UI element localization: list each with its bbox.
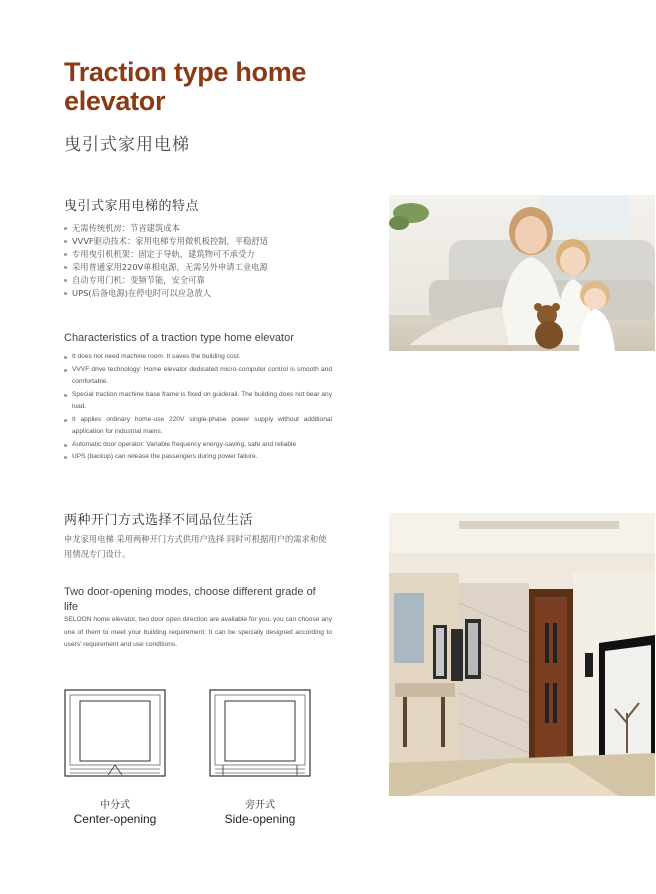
features-list-en bbox=[64, 351, 332, 464]
center-opening-label-en: Center-opening bbox=[73, 812, 157, 826]
list-item: 采用普通家用220V单相电源，无需另外申请工业电源 bbox=[64, 261, 268, 274]
center-opening-diagram bbox=[64, 689, 166, 779]
features-list-cn bbox=[64, 222, 268, 300]
family-photo bbox=[389, 195, 655, 351]
features-heading-en: Characteristics of a traction type home elevator bbox=[64, 332, 294, 344]
features-heading-cn: 曳引式家用电梯的特点 bbox=[64, 199, 200, 214]
list-item: VVVF drive technology: Home elevator dedicated micro-computer control is smooth and comfortable. bbox=[64, 364, 332, 389]
interior-photo bbox=[389, 513, 655, 796]
list-item: Automatic door operator: Variable frequency energy-saving, safe and reliable bbox=[64, 439, 332, 452]
list-item: 专用曳引机机架：固定于导轨，建筑物可不承受力 bbox=[64, 248, 268, 261]
center-opening-label-cn: 中分式 bbox=[100, 800, 130, 811]
list-item: 自动专用门机：变频节能，安全可靠 bbox=[64, 274, 268, 287]
list-item: It applies ordinary home-use 220V single-phase power supply without additional application for industrial mains. bbox=[64, 414, 332, 439]
list-item: UPS(后备电源)在停电时可以应急放人 bbox=[64, 287, 268, 300]
page-title: Traction type home elevator bbox=[64, 57, 307, 116]
side-opening-label-en: Side-opening bbox=[224, 812, 296, 826]
door-modes-desc-cn: 申龙家用电梯 采用两种开门方式供用户选择 同时可根据用户的需求和使用情况专门设计。 bbox=[64, 534, 327, 559]
list-item: UPS (backup) can release the passengers during power failure. bbox=[64, 451, 332, 464]
list-item: VVVF驱动技术：家用电梯专用微机板控制，平稳舒适 bbox=[64, 235, 268, 248]
door-modes-heading-cn: 两种开门方式选择不同品位生活 bbox=[64, 513, 254, 528]
list-item: It does not need machine room. It saves the building cost. bbox=[64, 351, 332, 364]
list-item: Special traction machine base frame is fixed on guiderail. The building does not bear any load. bbox=[64, 389, 332, 414]
side-opening-label-cn: 旁开式 bbox=[245, 800, 275, 811]
page-subtitle-cn: 曳引式家用电梯 bbox=[64, 135, 190, 155]
door-modes-desc-en: SELOON home elevator, two door open direction are available for you, you can choose any one of them to meet your building requirement. It can be specially designed according to users' requirement and use conditions. bbox=[64, 616, 332, 648]
side-opening-diagram bbox=[209, 689, 311, 779]
list-item: 无需传统机房：节省建筑成本 bbox=[64, 222, 268, 235]
door-modes-heading-en: Two door-opening modes, choose different grade of life bbox=[64, 586, 316, 613]
